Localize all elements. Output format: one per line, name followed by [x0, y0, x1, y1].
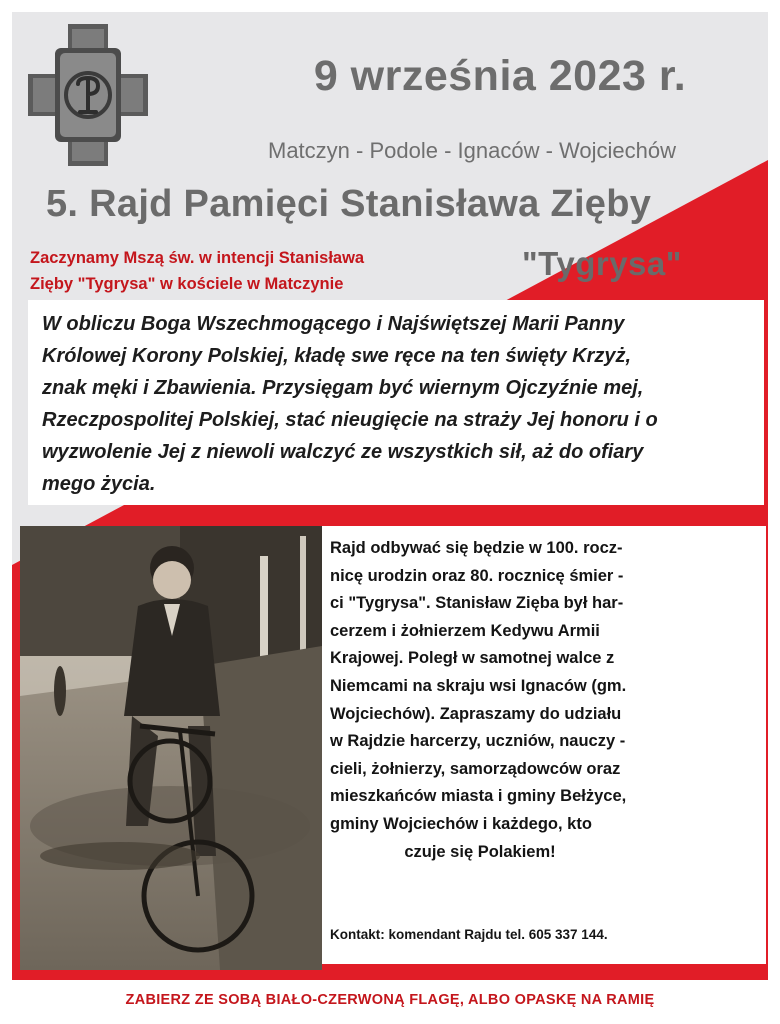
bio-line: cerzem i żołnierzem Kedywu Armii — [330, 621, 600, 640]
contact-info: Kontakt: komendant Rajdu tel. 605 337 144. — [330, 927, 608, 942]
oath-line: Królowej Korony Polskiej, kładę swe ręce na ten święty Krzyż, — [42, 345, 632, 367]
cross-badge-icon — [28, 24, 148, 166]
nickname: "Tygrysa" — [522, 245, 682, 282]
oath-line: mego życia. — [42, 473, 156, 495]
mass-line: Zaczynamy Mszą św. w intencji Stanisława — [30, 249, 365, 267]
bio-line: cieli, żołnierzy, samorządowców oraz — [330, 759, 621, 778]
bio-line: Krajowej. Poległ w samotnej walce z — [330, 649, 615, 668]
bio-line: czuje się Polakiem! — [404, 842, 556, 861]
bio-line: w Rajdzie harcerzy, uczniów, nauczy - — [330, 732, 626, 751]
event-date: 9 września 2023 r. — [313, 52, 687, 100]
bio-line: nicę urodzin oraz 80. rocznicę śmier - — [330, 566, 624, 585]
bio-line: Niemcami na skraju wsi Ignaców (gm. — [330, 676, 627, 695]
bicycle-portrait-photo — [20, 526, 322, 970]
oath-text — [42, 308, 760, 500]
oath-line: Rzeczpospolitej Polskiej, stać nieugięcie na straży Jej honoru i o — [42, 409, 658, 431]
oath-line: W obliczu Boga Wszechmogącego i Najświętszej Marii Panny — [42, 313, 625, 335]
bio-line: ci "Tygrysa". Stanisław Zięba był har- — [330, 594, 624, 613]
mass-line: Zięby "Tygrysa" w kościele w Matczynie — [30, 275, 344, 293]
route: Matczyn - Podole - Ignaców - Wojciechów — [268, 138, 676, 163]
flag-note: ZABIERZ ZE SOBĄ BIAŁO-CZERWONĄ FLAGĘ, ALBO OPASKĘ NA RAMIĘ — [125, 992, 655, 1008]
oath-line: znak męki i Zbawienia. Przysięgam być wiernym Ojczyźnie mej, — [42, 377, 644, 399]
bio-text — [330, 535, 762, 866]
bio-line: Rajd odbywać się będzie w 100. rocz- — [330, 539, 623, 557]
bio-line: mieszkańców miasta i gminy Bełżyce, — [330, 787, 627, 806]
mass-notice — [30, 245, 510, 297]
oath-line: wyzwolenie Jej z niewoli walczyć ze wszystkich sił, aż do ofiary — [42, 441, 644, 463]
bio-line: gminy Wojciechów i każdego, kto — [330, 814, 592, 833]
bio-line: Wojciechów). Zapraszamy do udziału — [330, 704, 622, 723]
event-title: 5. Rajd Pamięci Stanisława Zięby — [46, 183, 652, 225]
